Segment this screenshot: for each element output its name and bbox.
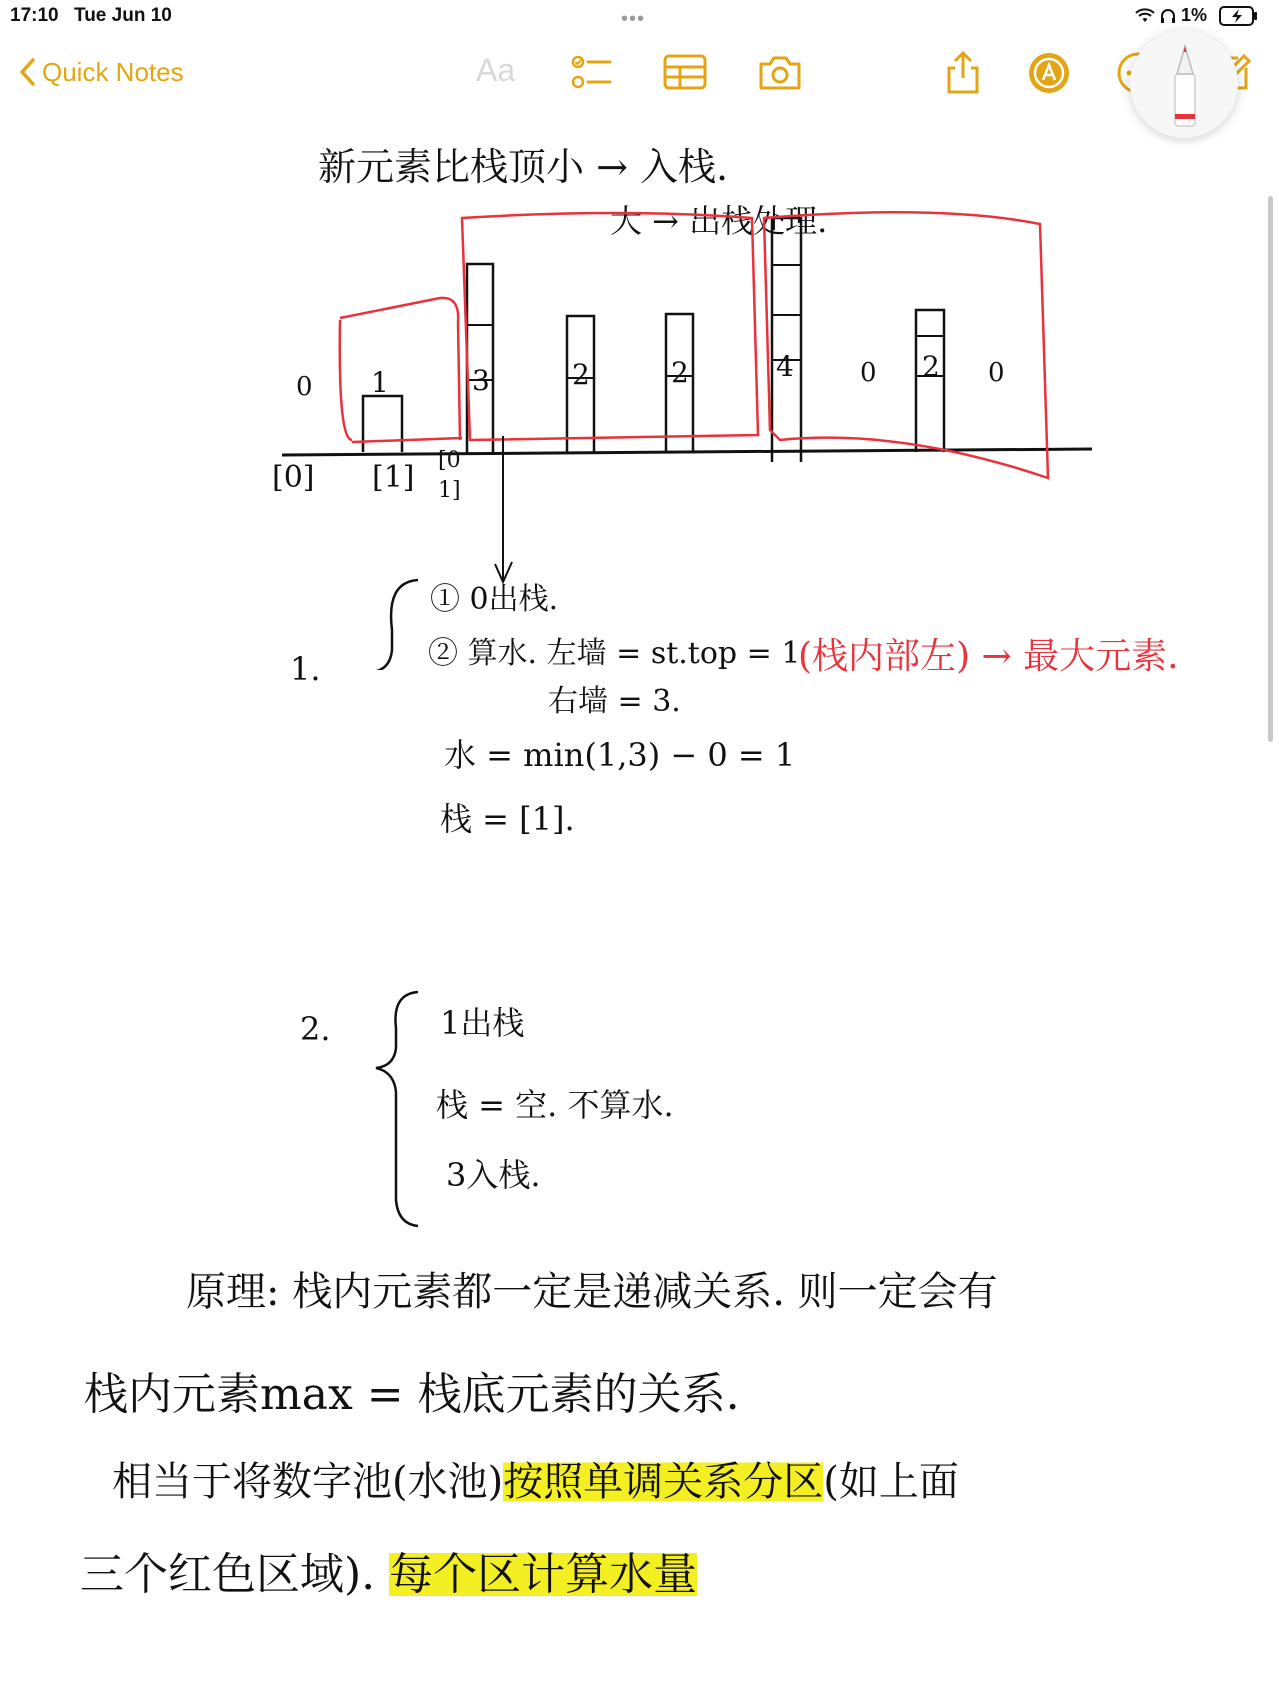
- principle-line-1: 原理: 栈内元素都一定是递减关系. 则一定会有: [186, 1269, 998, 1315]
- step2-line: 栈 = 空. 不算水.: [436, 1086, 674, 1124]
- step1-line: 右墙 = 3.: [548, 684, 681, 719]
- chevron-left-icon: [18, 57, 36, 87]
- principle-line-4-plain: 三个红色区域).: [80, 1549, 376, 1600]
- bar-label: 3: [472, 364, 490, 397]
- rule-line-1: 新元素比栈顶小 → 入栈.: [318, 145, 729, 189]
- principle-line-3: [112, 1450, 959, 1507]
- headphones-icon: [1160, 8, 1176, 24]
- back-label: Quick Notes: [42, 56, 184, 87]
- step1-red-note: (栈内部左) → 最大元素.: [798, 636, 1179, 677]
- step1-line: ② 算水. 左墙 = st.top = 1: [428, 636, 801, 671]
- index-label: 1]: [438, 478, 461, 503]
- principle-line-2: 栈内元素max = 栈底元素的关系.: [84, 1369, 740, 1420]
- principle-line-4: [80, 1538, 697, 1602]
- brace-1: [372, 580, 426, 670]
- battery-percent: 1%: [1181, 5, 1208, 25]
- rule-line-2: 大 → 出栈处理.: [610, 202, 828, 240]
- index-label: [0]: [272, 460, 315, 495]
- zero-label: 0: [988, 358, 1005, 388]
- status-indicators: [1135, 4, 1265, 28]
- table-icon[interactable]: [662, 50, 708, 96]
- brace-2: [376, 992, 418, 1226]
- step2-line: 1出栈: [440, 1004, 525, 1042]
- status-bar: [0, 0, 1279, 34]
- index-label: [0: [438, 448, 461, 473]
- battery-charging-icon: [1219, 6, 1259, 26]
- index-label: [1]: [372, 460, 415, 495]
- note-canvas[interactable]: [0, 110, 1279, 1706]
- step1-line: 水 = min(1,3) − 0 = 1: [444, 736, 796, 774]
- bar-3: [467, 264, 493, 455]
- format-button[interactable]: Aa: [476, 52, 516, 88]
- red-region-2: [462, 213, 758, 440]
- notes-toolbar: [0, 44, 1279, 100]
- bar-4: [772, 218, 801, 462]
- multitasking-dots-icon[interactable]: •••: [621, 8, 646, 30]
- step2-number: 2.: [300, 1010, 331, 1048]
- camera-icon[interactable]: [757, 50, 803, 96]
- wifi-icon: [1135, 8, 1155, 24]
- bar-label: 1: [371, 366, 389, 399]
- principle-line-4-highlight: 每个区计算水量: [389, 1549, 698, 1600]
- markup-pen-icon[interactable]: [1026, 50, 1072, 96]
- checklist-icon[interactable]: [568, 50, 614, 96]
- zero-label: 0: [296, 372, 313, 402]
- bar-diagram: [0, 110, 1279, 670]
- step1-number: 1.: [290, 650, 321, 688]
- principle-line-3-tail: (如上面: [823, 1459, 959, 1505]
- red-region-3: [764, 212, 1048, 478]
- zero-label: 0: [860, 358, 877, 388]
- principle-line-3-plain: 相当于将数字池(水池): [112, 1459, 504, 1505]
- step1-line: 栈 = [1].: [440, 800, 575, 838]
- bar-label: 2: [572, 358, 590, 391]
- bar-1: [363, 396, 402, 452]
- back-button[interactable]: [18, 54, 184, 90]
- status-date: Tue Jun 10: [74, 5, 172, 26]
- status-time: 17:10: [10, 5, 59, 26]
- bar-label: 2: [922, 350, 940, 383]
- step1-line: ① 0出栈.: [430, 582, 559, 617]
- step2-line: 3入栈.: [446, 1156, 541, 1194]
- bar-label: 4: [776, 350, 794, 383]
- principle-line-3-highlight: 按照单调关系分区: [503, 1459, 824, 1505]
- share-icon[interactable]: [940, 50, 986, 96]
- bar-label: 2: [671, 356, 689, 389]
